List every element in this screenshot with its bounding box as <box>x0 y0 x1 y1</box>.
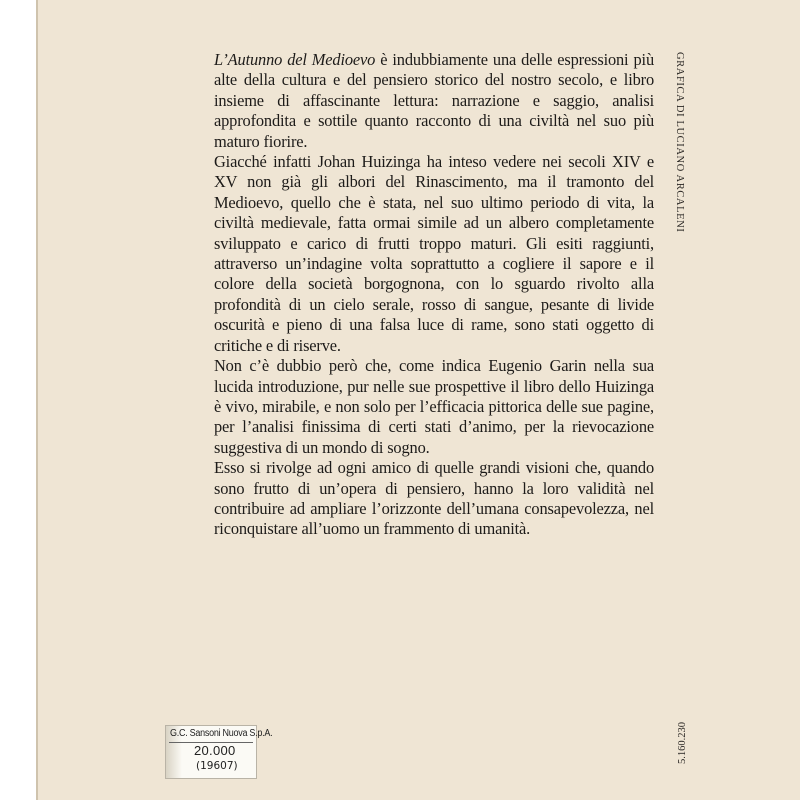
paragraph-text: è indubbiamente una delle espressioni più alte della cultura e del pensiero storico del nostro secolo, e libro insieme di affascinante lettura: narrazione e saggio, analisi approfondita e sottile quanto racconto di una civiltà nel suo più maturo fiorire. <box>214 50 654 151</box>
book-title: L’Autunno del Medioevo <box>214 50 376 69</box>
blurb-paragraph-4 <box>214 458 654 540</box>
blurb-paragraph-3 <box>214 356 654 458</box>
blurb-text <box>214 50 654 540</box>
price-sticker <box>165 725 273 779</box>
sticker-code: (19607) <box>196 760 238 772</box>
blurb-paragraph-2 <box>214 152 654 356</box>
paragraph-text: Giacché infatti Johan Huizinga ha inteso vedere nei secoli XIV e XV non già gli albori del Rinascimento, ma il tramonto del Medioevo, quello che è stata, nel suo ultimo periodo di vita, la civiltà medievale, fatta ormai simile ad un albero completamente sviluppato e carico di frutti troppo maturi. Gli esiti raggiunti, attraverso un’indagine volta soprattutto a cogliere il sapore e il colore della società borgognona, con lo sguardo rivolto alla profondità di un cielo serale, rosso di sangue, pesante di livide oscurità e pieno di una falsa luce di rame, sono stati oggetto di critiche e di riserve. <box>214 152 654 355</box>
paragraph-text: Esso si rivolge ad ogni amico di quelle grandi visioni che, quando sono frutto di un’opera di pensiero, hanno la loro validità nel contribuire ad ampliare l’orizzonte dell’umana consapevolezza, nel riconquistare all’uomo un frammento di umanità. <box>214 458 654 539</box>
blurb-paragraph-1 <box>214 50 654 152</box>
sticker-price: 20.000 <box>194 743 236 758</box>
sticker-publisher: G.C. Sansoni Nuova S.p.A. <box>170 728 273 739</box>
design-credit: GRAFICA DI LUCIANO ARCALENI <box>674 52 685 233</box>
paragraph-text: Non c’è dubbio però che, come indica Eugenio Garin nella sua lucida introduzione, pur nelle sue prospettive il libro dello Huizinga è vivo, mirabile, e non solo per l’efficacia pittorica delle sue pagine, per l’analisi finissima di certi stati d’animo, per la rievocazione suggestiva di un mondo di sogno. <box>214 356 654 457</box>
back-cover <box>36 0 800 800</box>
catalog-code: 5.160.230 <box>677 722 688 764</box>
